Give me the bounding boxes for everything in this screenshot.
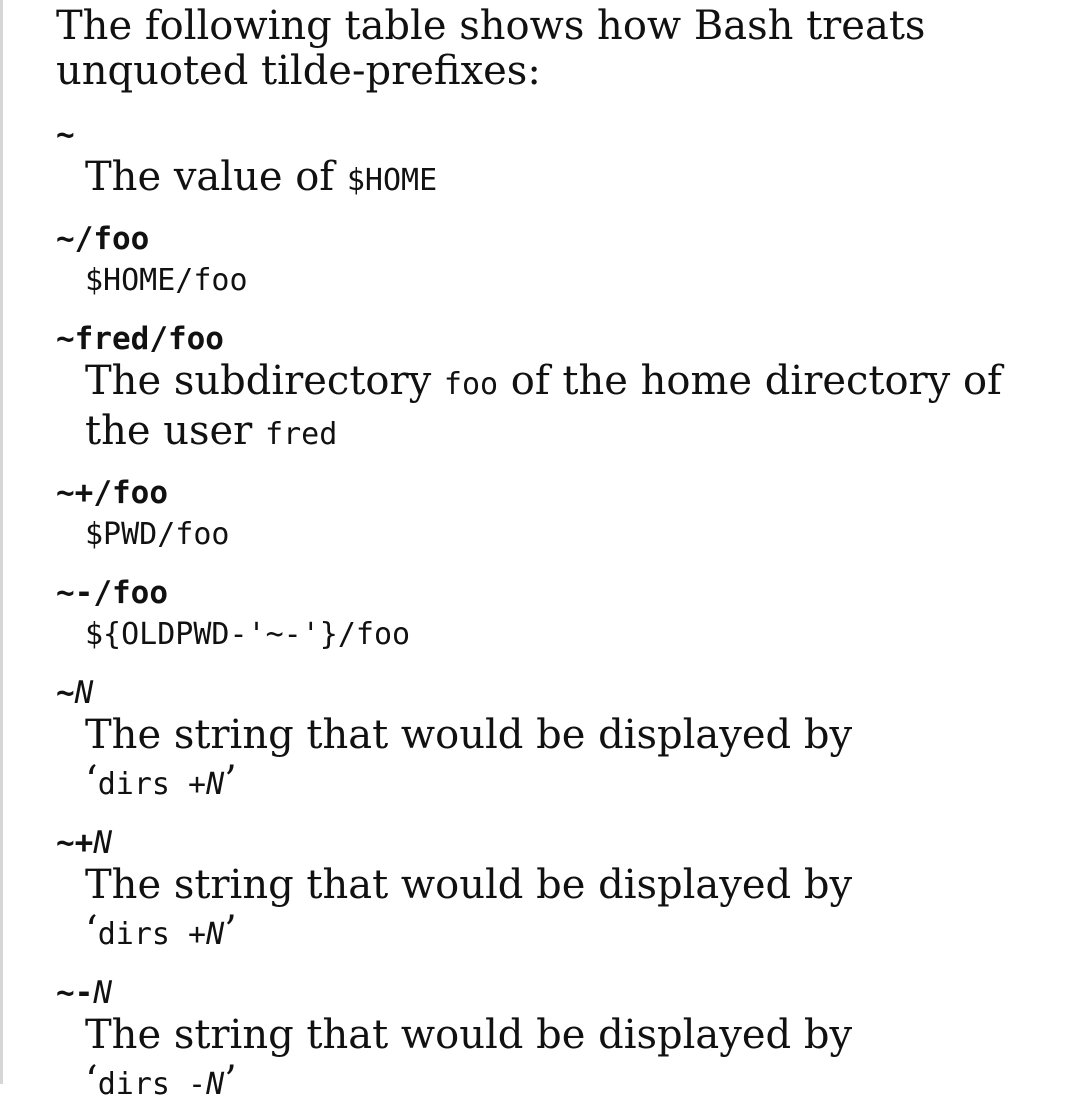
desc-code: $HOME — [346, 163, 438, 198]
desc-text: The string that would be displayed by ‘ — [85, 862, 853, 954]
term-tilde-minus-n — [56, 970, 1016, 1012]
desc-code — [98, 767, 224, 802]
desc-close-quote: ’ — [224, 908, 237, 954]
term-tilde-minus-foo: ~-/foo — [56, 575, 168, 611]
term-prefix: ~ — [56, 675, 75, 711]
term-tilde-n — [56, 670, 1016, 712]
term-var: N — [93, 825, 112, 861]
desc-tilde-fred-foo — [85, 358, 1016, 458]
term-tilde: ~ — [56, 117, 75, 153]
desc-code-cmd: dirs + — [97, 917, 207, 952]
term-prefix: ~- — [56, 975, 94, 1011]
intro-paragraph: The following table shows how Bash treats unquoted tilde-prefixes: — [56, 3, 926, 94]
desc-text: The value of — [85, 154, 347, 200]
desc-code-var: N — [206, 767, 225, 802]
desc-tilde-foo: $HOME/foo — [85, 263, 248, 298]
desc-close-quote: ’ — [224, 1058, 237, 1104]
desc-tilde-plus-foo: $PWD/foo — [85, 517, 230, 552]
term-var: N — [74, 675, 94, 711]
term-tilde-foo: ~/foo — [56, 221, 150, 257]
desc-text: The string that would be displayed by ‘ — [85, 712, 853, 804]
desc-text: The string that would be displayed by ‘ — [85, 1012, 853, 1104]
desc-tilde — [85, 154, 1016, 204]
document-content — [56, 4, 1016, 1120]
desc-close-quote: ’ — [224, 758, 237, 804]
desc-tilde-plus-n — [85, 862, 1016, 958]
term-prefix: ~+ — [56, 825, 94, 861]
desc-code-cmd: dirs - — [97, 1067, 207, 1102]
desc-code-2: fred — [265, 417, 338, 452]
term-var: N — [93, 975, 112, 1011]
term-tilde-plus-n — [56, 820, 1016, 862]
desc-code — [98, 917, 224, 952]
desc-code-var: N — [206, 1067, 225, 1102]
desc-code: foo — [443, 367, 499, 402]
desc-tilde-n — [85, 712, 1016, 808]
term-tilde-plus-foo: ~+/foo — [56, 475, 168, 511]
desc-tilde-minus-foo: ${OLDPWD-'~-'}/foo — [85, 617, 411, 652]
tilde-prefix-table — [56, 112, 1016, 1108]
desc-code-cmd: dirs + — [97, 767, 207, 802]
left-border — [0, 0, 3, 1084]
desc-code-var: N — [206, 917, 225, 952]
desc-text: The subdirectory — [85, 358, 444, 404]
desc-tilde-minus-n — [85, 1012, 1016, 1108]
desc-text-2: of the home directory of the user — [85, 358, 1002, 454]
desc-code — [98, 1067, 224, 1102]
term-tilde-fred-foo: ~fred/foo — [56, 321, 224, 357]
